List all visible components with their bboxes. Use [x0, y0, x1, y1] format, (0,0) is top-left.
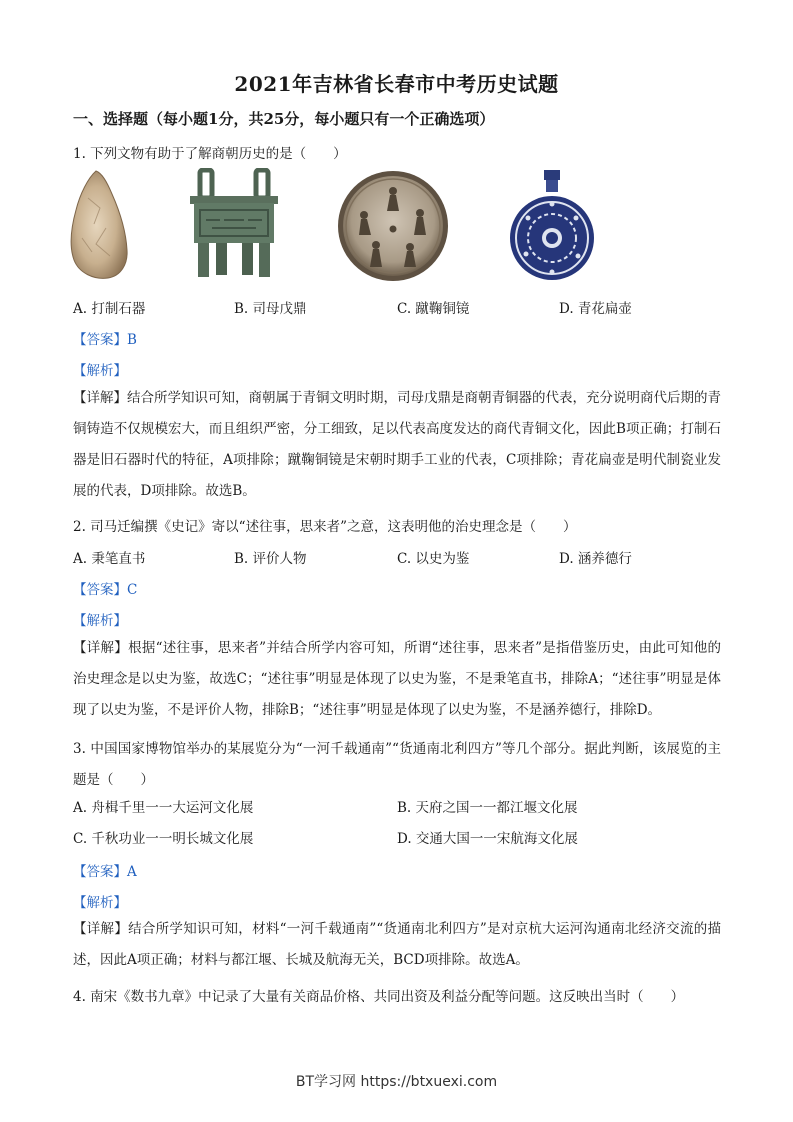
- q1-option-a: A. 打制石器: [73, 301, 146, 317]
- q1-detail: 【详解】结合所学知识可知，商朝属于青铜文明时期，司母戊鼎是商朝青铜器的代表，充分说明商代后期的青铜铸造不仅规模宏大，而且组织严密，分工细致，足以代表高度发达的商代青铜文化，因此B项正确；打制石器是旧石器时代的特征，A项排除；蹴鞠铜镜是宋朝时期手工业的代表，C项排除；青花扁壶是明代制瓷业发展的代表，D项排除。故选B。: [73, 390, 721, 499]
- q2-detail: 【详解】根据“述往事，思来者”并结合所学内容可知，所谓“述往事，思来者”是指借鉴历史，由此可知他的治史理念是以史为鉴，故选C；“述往事”明显是体现了以史为鉴，不是秉笔直书，排除A；“述往事”明显是体现了以史为鉴，不是评价人物，排除B；“述往事”明显是体现了以史为鉴，不是涵养德行，排除D。: [73, 640, 721, 718]
- q3-option-b: B. 天府之国一一都江堰文化展: [397, 800, 578, 816]
- q2-option-a: A. 秉笔直书: [73, 551, 146, 567]
- blue-white-flask-image: [508, 168, 596, 286]
- q3-analysis-label: 【解析】: [73, 895, 127, 911]
- q3-option-c: C. 千秋功业一一明长城文化展: [73, 831, 254, 847]
- page-title: 2021年吉林省长春市中考历史试题: [234, 72, 559, 96]
- q3-option-a: A. 舟楫千里一一大运河文化展: [73, 800, 254, 816]
- chipped-stone-tool-image: [66, 168, 132, 284]
- section-heading: 一、选择题（每小题1分，共25分，每小题只有一个正确选项）: [73, 110, 495, 128]
- simuwu-ding-image: [186, 168, 282, 280]
- question-2-stem: 2. 司马迁编撰《史记》寄以“述往事，思来者”之意，这表明他的治史理念是（ ）: [73, 519, 577, 535]
- q2-option-b: B. 评价人物: [234, 551, 307, 567]
- q1-analysis-label: 【解析】: [73, 363, 127, 379]
- question-3-stem: 3. 中国国家博物馆举办的某展览分为“一河千载通南”“货通南北利四方”等几个部分。据此判断，该展览的主题是（ ）: [73, 741, 721, 788]
- q1-option-c: C. 蹴鞠铜镜: [397, 301, 470, 317]
- question-1-stem: 1. 下列文物有助于了解商朝历史的是（ ）: [73, 146, 347, 162]
- q2-option-c: C. 以史为鉴: [397, 551, 470, 567]
- q2-analysis-label: 【解析】: [73, 613, 127, 629]
- q1-option-b: B. 司母戊鼎: [234, 301, 307, 317]
- cuju-bronze-mirror-image: [336, 169, 450, 283]
- q3-detail: 【详解】结合所学知识可知，材料“一河千载通南”“货通南北利四方”是对京杭大运河沟通南北经济交流的描述，因此A项正确；材料与都江堰、长城及航海无关，BCD项排除。故选A。: [73, 921, 721, 968]
- question-4-stem: 4. 南宋《数书九章》中记录了大量有关商品价格、共同出资及利益分配等问题。这反映出当时（ ）: [73, 989, 685, 1005]
- q1-answer: 【答案】B: [73, 332, 137, 348]
- q2-option-d: D. 涵养德行: [559, 551, 632, 567]
- q1-option-d: D. 青花扁壶: [559, 301, 632, 317]
- footer-watermark: BT学习网 https://btxuexi.com: [295, 1074, 498, 1090]
- q3-answer: 【答案】A: [73, 864, 137, 880]
- q2-answer: 【答案】C: [73, 582, 138, 598]
- q3-option-d: D. 交通大国一一宋航海文化展: [397, 831, 578, 847]
